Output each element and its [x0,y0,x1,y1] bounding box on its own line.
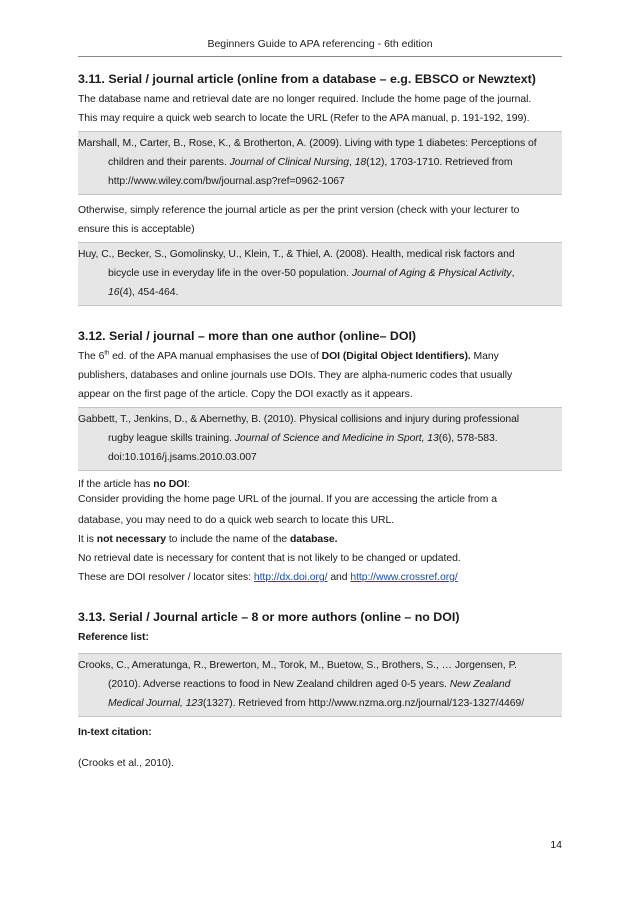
reference-line [78,675,562,694]
text-line: No retrieval date is necessary for content that is not likely to be changed or updated. [78,553,461,564]
reference-example [78,131,562,195]
ref-text: , [511,268,515,279]
text-line: Otherwise, simply reference the journal article as per the print version (check with your lecturer to [78,205,520,216]
reference-example [78,242,562,306]
header-divider [78,56,562,57]
text-run: to include the name of the [166,534,290,545]
text-run: If the article has [78,479,154,490]
emphasis: not necessary [96,534,166,545]
reference-line: Marshall, M., Carter, B., Rose, K., & Brotherton, A. (2009). Living with type 1 diabetes: Perceptions of [78,138,537,149]
ref-text: (4), 454-464. [119,287,179,298]
paragraph [78,201,562,239]
paragraph [78,477,562,507]
text-line [78,530,562,549]
reference-line: Huy, C., Becker, S., Gomolinsky, U., Klein, T., & Thiel, A. (2008). Health, medical risk factors and [78,249,515,260]
paragraph [78,347,562,404]
text-line: appear on the first page of the article. Copy the DOI exactly as it appears. [78,389,413,400]
reference-line: http://www.wiley.com/bw/journal.asp?ref=0962-1067 [108,176,345,187]
section-3-11 [78,71,562,306]
text-run: These are DOI resolver / locator sites: [78,572,254,583]
reference-example [78,407,562,471]
emphasis: DOI (Digital Object Identifiers). [321,351,471,362]
reference-line: doi:10.1016/j.jsams.2010.03.007 [108,452,257,463]
reference-line: Crooks, C., Ameratunga, R., Brewerton, M., Torok, M., Buetow, S., Brothers, S., … Jorgensen, P. [78,660,517,671]
journal-title: New Zealand [449,679,511,690]
section-heading: 3.11. Serial / journal article (online from a database – e.g. EBSCO or Newztext) [78,72,536,86]
text-line [78,347,562,366]
volume-number: 18 [354,157,367,168]
journal-title: Journal of Science and Medicine in Sport, 13 [234,433,439,444]
text-line: Consider providing the home page URL of the journal. If you are accessing the article from a [78,494,497,505]
text-run: The 6 [78,351,105,362]
ref-text: children and their parents. [108,157,230,168]
page-content [78,71,562,773]
section-heading: 3.13. Serial / Journal article – 8 or more authors (online – no DOI) [78,610,460,624]
journal-title: Medical Journal, 123 [108,698,203,709]
text-run: and [327,572,351,583]
ref-text: (2010). Adverse reactions to food in New Zealand children aged 0-5 years. [108,679,450,690]
paragraph [78,628,562,647]
text-run: It is [78,534,97,545]
reference-line [78,283,562,302]
text-line: ensure this is acceptable) [78,224,195,235]
ref-text: (6), 578-583. [438,433,498,444]
text-run: : [187,479,190,490]
reference-line: Gabbett, T., Jenkins, D., & Abernethy, B. (2010). Physical collisions and injury during professional [78,414,520,425]
paragraph [78,511,562,587]
paragraph [78,754,562,773]
text-line: publishers, databases and online journals use DOIs. They are alpha-numeric codes that usually [78,370,513,381]
reference-line [78,429,562,448]
ref-text: (12), 1703-1710. Retrieved from [366,157,513,168]
journal-title: Journal of Clinical Nursing [229,157,349,168]
page-header: Beginners Guide to APA referencing - 6th edition [207,38,433,50]
reference-line [78,153,562,172]
emphasis: database. [289,534,338,545]
text-run: Many [470,351,499,362]
text-line: This may require a quick web search to locate the URL (Refer to the APA manual, p. 191-192, 199). [78,113,530,124]
in-text-citation: (Crooks et al., 2010). [78,758,174,769]
text-line: database, you may need to do a quick web search to locate this URL. [78,515,395,526]
ref-text: , [349,157,355,168]
in-text-citation-label: In-text citation: [78,727,152,738]
reference-line [78,694,562,713]
page-number: 14 [550,839,562,851]
reference-example [78,653,562,717]
paragraph [78,90,562,128]
section-3-12 [78,328,562,587]
text-line: The database name and retrieval date are no longer required. Include the home page of the journal. [78,94,532,105]
paragraph [78,723,562,742]
text-run: ed. of the APA manual emphasises the use of [109,351,322,362]
ref-text: rugby league skills training. [108,433,235,444]
doi-resolver-link[interactable]: http://dx.doi.org/ [253,572,328,583]
section-heading: 3.12. Serial / journal – more than one author (online– DOI) [78,329,417,343]
text-line [78,568,562,587]
text-line [78,477,562,492]
journal-title: Journal of Aging & Physical Activity [351,268,512,279]
volume-number: 16 [108,287,120,298]
crossref-link[interactable]: http://www.crossref.org/ [350,572,458,583]
reference-line [78,264,562,283]
emphasis: no DOI [153,479,188,490]
superscript: th [104,350,110,357]
section-3-13 [78,609,562,773]
ref-text: bicycle use in everyday life in the over-50 population. [108,268,352,279]
ref-text: (1327). Retrieved from http://www.nzma.org.nz/journal/123-1327/4469/ [202,698,525,709]
reference-list-label: Reference list: [78,632,149,643]
